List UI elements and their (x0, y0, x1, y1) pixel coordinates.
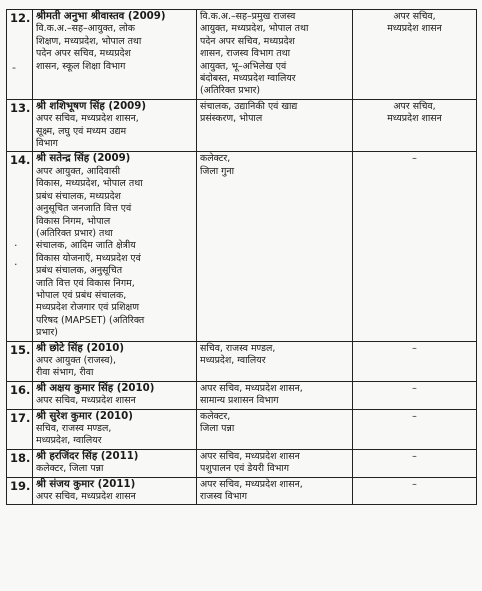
officer-cell (33, 152, 197, 341)
table-row (7, 381, 477, 409)
remark-cell (353, 477, 477, 505)
officer-cell (33, 449, 197, 477)
current-posting-line: शासन, स्कूल शिक्षा विभाग (36, 60, 126, 72)
current-posting-line: वि.क.अ.–सह–आयुक्त, लोक (36, 23, 135, 35)
new-posting-line: राजस्व विभाग (200, 491, 247, 503)
table-row (7, 152, 477, 341)
officer-name: श्री हरजिंदर सिंह (2011) (36, 450, 139, 462)
new-posting-cell (197, 409, 353, 449)
current-posting-line: कलेक्टर, जिला पन्ना (36, 463, 104, 475)
officer-name: श्री सुरेश कुमार (2010) (36, 410, 133, 422)
current-posting-line: संचालक, आदिम जाति क्षेत्रीय (36, 240, 136, 252)
remark-line: – (412, 410, 417, 422)
new-posting-line: बंदोबस्त, मध्यप्रदेश ग्वालियर (200, 73, 296, 85)
current-posting-line: अनुसूचित जनजाति वित्त एवं (36, 203, 132, 215)
officer-name: श्रीमती अनुभा श्रीवास्तव (2009) (36, 11, 166, 22)
table-row (7, 409, 477, 449)
new-posting-cell (197, 381, 353, 409)
officer-name: श्री छोटे सिंह (2010) (36, 342, 125, 354)
officer-name: श्री अक्षय कुमार सिंह (2010) (36, 382, 155, 394)
margin-mark: - (12, 61, 16, 74)
new-posting-line: कलेक्टर, (200, 410, 231, 422)
new-posting-line: (अतिरिक्त प्रभार) (200, 85, 261, 97)
table-row (7, 341, 477, 381)
transfer-order-table (6, 9, 477, 505)
table-row (7, 10, 477, 100)
current-posting-line: अपर सचिव, मध्यप्रदेश शासन (36, 491, 136, 503)
serial-number: 15. (7, 341, 33, 381)
new-posting-line: प्रसंस्करण, भोपाल (200, 113, 263, 125)
new-posting-line: जिला गुना (200, 165, 235, 177)
current-posting-line: प्रबंध संचालक, अनुसूचित (36, 265, 123, 277)
table-row (7, 449, 477, 477)
new-posting-line: सचिव, राजस्व मण्डल, (200, 342, 276, 354)
current-posting-line: पदेन अपर सचिव, मध्यप्रदेश (36, 48, 131, 60)
current-posting-line: जाति वित्त एवं विकास निगम, (36, 277, 135, 289)
new-posting-line: आयुक्त, मध्यप्रदेश, भोपाल तथा (200, 23, 309, 35)
serial-number: 19. (7, 477, 33, 505)
remark-cell (353, 10, 477, 100)
new-posting-cell (197, 152, 353, 341)
officer-cell (33, 381, 197, 409)
remark-cell (353, 381, 477, 409)
current-posting-line: अपर सचिव, मध्यप्रदेश शासन (36, 395, 136, 407)
new-posting-line: वि.क.अ.–सह–प्रमुख राजस्व (200, 11, 296, 22)
new-posting-line: सामान्य प्रशासन विभाग (200, 395, 279, 407)
new-posting-cell (197, 99, 353, 152)
current-posting-line: अपर सचिव, मध्यप्रदेश शासन, (36, 113, 139, 125)
margin-mark: · (14, 258, 18, 271)
new-posting-line: जिला पन्ना (200, 423, 235, 434)
remark-line: – (412, 342, 417, 354)
current-posting-line: परिषद (MAPSET) (अतिरिक्त (36, 314, 145, 326)
current-posting-line: मध्यप्रदेश रोजगार एवं प्रशिक्षण (36, 302, 139, 314)
remark-line: अपर सचिव, (393, 11, 436, 22)
new-posting-line: मध्यप्रदेश, ग्वालियर (200, 354, 266, 366)
officer-name: श्री संजय कुमार (2011) (36, 478, 136, 490)
remark-cell (353, 99, 477, 152)
new-posting-line: पशुपालन एवं डेयरी विभाग (200, 463, 290, 475)
current-posting-line: विकास, मध्यप्रदेश, भोपाल तथा (36, 178, 143, 190)
serial-number: 13. (7, 99, 33, 152)
serial-number: 12. (7, 10, 33, 100)
current-posting-line: प्रबंध संचालक, मध्यप्रदेश (36, 190, 121, 202)
officer-cell (33, 10, 197, 100)
remark-line: अपर सचिव, (393, 100, 436, 112)
new-posting-line: अपर सचिव, मध्यप्रदेश शासन (200, 450, 300, 462)
serial-number: 16. (7, 381, 33, 409)
new-posting-line: शासन, राजस्व विभाग तथा (200, 48, 291, 60)
remark-line: – (412, 478, 417, 490)
margin-mark: · (14, 239, 18, 252)
officer-cell (33, 409, 197, 449)
new-posting-line: पदेन अपर सचिव, मध्यप्रदेश (200, 35, 295, 47)
new-posting-line: आयुक्त, भू–अभिलेख एवं (200, 60, 287, 72)
new-posting-line: संचालक, उद्यानिकी एवं खाद्य (200, 100, 298, 112)
remark-line: मध्यप्रदेश शासन (387, 113, 442, 125)
current-posting-line: सचिव, राजस्व मण्डल, (36, 423, 112, 434)
officer-cell (33, 477, 197, 505)
remark-line: – (412, 382, 417, 394)
current-posting-line: अपर आयुक्त (राजस्व), (36, 354, 117, 366)
remark-line: – (412, 153, 417, 165)
serial-number: 18. (7, 449, 33, 477)
remark-line: – (412, 450, 417, 462)
officer-cell (33, 99, 197, 152)
current-posting-line: शिक्षण, मध्यप्रदेश, भोपाल तथा (36, 35, 142, 47)
remark-cell (353, 341, 477, 381)
current-posting-line: प्रभार) (36, 327, 58, 339)
remark-cell (353, 449, 477, 477)
table-row (7, 477, 477, 505)
new-posting-cell (197, 341, 353, 381)
current-posting-line: अपर आयुक्त, आदिवासी (36, 165, 121, 177)
current-posting-line: विकास योजनाएँ, मध्यप्रदेश एवं (36, 252, 141, 264)
remark-line: मध्यप्रदेश शासन (387, 23, 442, 35)
serial-number: 14. (7, 152, 33, 341)
new-posting-cell (197, 10, 353, 100)
current-posting-line: विकास निगम, भोपाल (36, 215, 111, 227)
table-row (7, 99, 477, 152)
current-posting-line: विभाग (36, 138, 58, 150)
officer-name: श्री सतेन्द्र सिंह (2009) (36, 153, 131, 165)
current-posting-line: सूक्ष्म, लघु एवं मध्यम उद्यम (36, 125, 127, 137)
current-posting-line: रीवा संभाग, रीवा (36, 367, 94, 379)
serial-number: 17. (7, 409, 33, 449)
current-posting-line: भोपाल एवं प्रबंध संचालक, (36, 289, 127, 301)
new-posting-line: अपर सचिव, मध्यप्रदेश शासन, (200, 478, 303, 490)
remark-cell (353, 409, 477, 449)
officer-cell (33, 341, 197, 381)
remark-cell (353, 152, 477, 341)
new-posting-cell (197, 477, 353, 505)
new-posting-line: कलेक्टर, (200, 153, 231, 165)
current-posting-line: (अतिरिक्त प्रभार) तथा (36, 227, 113, 239)
new-posting-line: अपर सचिव, मध्यप्रदेश शासन, (200, 382, 303, 394)
current-posting-line: मध्यप्रदेश, ग्वालियर (36, 435, 102, 447)
officer-name: श्री शशिभूषण सिंह (2009) (36, 100, 147, 112)
new-posting-cell (197, 449, 353, 477)
